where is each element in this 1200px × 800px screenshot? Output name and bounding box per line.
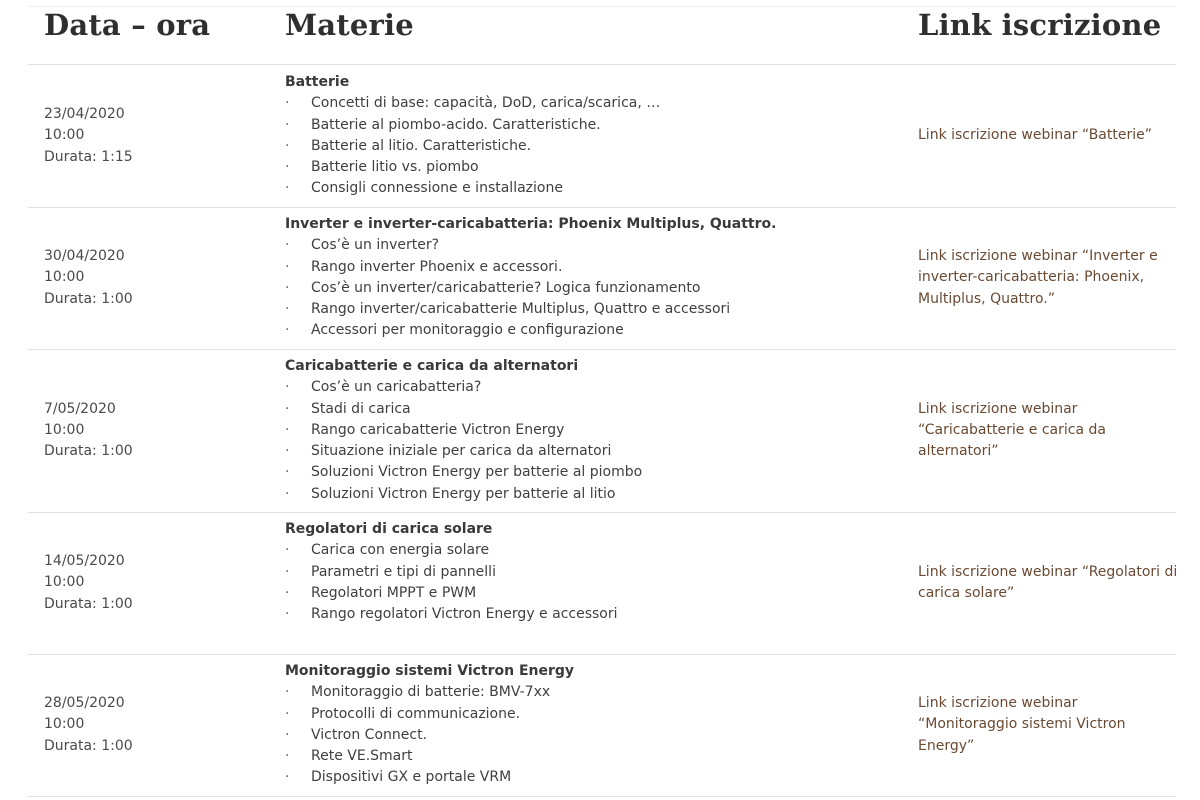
- bullet-icon: ·: [285, 379, 290, 396]
- time-text: 10:00: [44, 716, 85, 733]
- date-text: 30/04/2020: [44, 248, 125, 265]
- bullet-icon: ·: [285, 584, 290, 601]
- list-item-text: Batterie litio vs. piombo: [311, 159, 479, 176]
- list-item-text: Soluzioni Victron Energy per batterie al litio: [311, 485, 616, 502]
- header-subjects: Materie: [285, 8, 414, 42]
- bullet-icon: ·: [285, 464, 290, 481]
- list-item: [285, 257, 776, 278]
- bullet-icon: ·: [285, 159, 290, 176]
- list-item: [285, 399, 578, 420]
- list-item-text: Parametri e tipi di pannelli: [311, 563, 496, 580]
- subject-title: Caricabatterie e carica da alternatori: [285, 358, 579, 374]
- list-item-text: Rango inverter/caricabatterie Multiplus, Quattro e accessori: [311, 301, 731, 318]
- list-item: [285, 725, 574, 746]
- subject-title: Monitoraggio sistemi Victron Energy: [285, 663, 575, 679]
- date-cell: [44, 104, 133, 168]
- time-text: 10:00: [44, 574, 85, 591]
- subjects-cell: [285, 356, 643, 505]
- bullet-icon: ·: [285, 258, 290, 275]
- duration-text: Durata: 1:00: [44, 290, 133, 307]
- list-item: [285, 320, 776, 341]
- bullet-icon: ·: [285, 684, 290, 701]
- registration-link[interactable]: [918, 125, 1168, 146]
- bullet-icon: ·: [285, 180, 290, 197]
- list-item: [285, 562, 496, 583]
- table-row: [28, 65, 1176, 208]
- bullet-icon: ·: [285, 400, 290, 417]
- subject-title: Regolatori di carica solare: [285, 521, 493, 537]
- registration-link-line: “Monitoraggio sistemi Victron: [918, 716, 1126, 733]
- list-item: [285, 583, 492, 604]
- subjects-cell: [285, 214, 776, 342]
- registration-link-line: Link iscrizione webinar: [918, 695, 1078, 712]
- list-item: [285, 604, 618, 625]
- bullet-icon: ·: [285, 726, 290, 743]
- list-item: [285, 93, 661, 114]
- duration-text: Durata: 1:00: [44, 443, 133, 460]
- list-item-text: Stadi di carica: [311, 400, 411, 417]
- list-item-text: Concetti di base: capacità, DoD, carica/scarica, …: [311, 95, 661, 112]
- bullet-icon: ·: [285, 237, 290, 254]
- bullet-icon: ·: [285, 606, 290, 623]
- subjects-cell: [285, 661, 574, 789]
- list-item: [285, 441, 612, 462]
- list-item-text: Victron Connect.: [311, 726, 428, 743]
- list-item: [285, 462, 643, 483]
- registration-link-line: Link iscrizione webinar “Inverter e: [918, 248, 1158, 265]
- list-item-text: Batterie al piombo-acido. Caratteristiche.: [311, 116, 601, 133]
- bullet-icon: ·: [285, 443, 290, 460]
- duration-text: Durata: 1:00: [44, 595, 133, 612]
- bullet-icon: ·: [285, 748, 290, 765]
- list-item: [285, 377, 578, 398]
- table-row: [28, 207, 1176, 350]
- date-cell: [44, 693, 133, 757]
- bullet-icon: ·: [285, 485, 290, 502]
- bullet-icon: ·: [285, 563, 290, 580]
- list-item-text: Cos’è un inverter/caricabatterie? Logica funzionamento: [311, 279, 701, 296]
- registration-link-line: inverter-caricabatteria: Phoenix,: [918, 269, 1145, 286]
- list-item-text: Regolatori MPPT e PWM: [311, 584, 477, 601]
- bullet-icon: ·: [285, 301, 290, 318]
- list-item: [285, 178, 563, 199]
- list-item: [285, 299, 776, 320]
- link-cell: [918, 693, 1168, 757]
- registration-link[interactable]: [918, 246, 1168, 310]
- bullet-icon: ·: [285, 279, 290, 296]
- list-item: [285, 157, 479, 178]
- table-row: [28, 349, 1176, 513]
- link-cell: [918, 246, 1168, 310]
- list-item: [285, 484, 616, 505]
- header-link: Link iscrizione: [918, 8, 1162, 42]
- list-item-text: Rango caricabatterie Victron Energy: [311, 421, 565, 438]
- date-cell: [44, 551, 133, 615]
- bullet-icon: ·: [285, 769, 290, 786]
- bullet-icon: ·: [285, 705, 290, 722]
- link-cell: [918, 562, 1178, 605]
- registration-link-line: alternatori”: [918, 443, 999, 460]
- bullet-icon: ·: [285, 137, 290, 154]
- list-item: [285, 235, 776, 256]
- registration-link-line: Energy”: [918, 737, 975, 754]
- duration-text: Durata: 1:15: [44, 148, 133, 165]
- time-text: 10:00: [44, 269, 85, 286]
- date-text: 23/04/2020: [44, 106, 125, 123]
- list-item: [285, 682, 574, 703]
- list-item-text: Batterie al litio. Caratteristiche.: [311, 137, 532, 154]
- list-item-text: Monitoraggio di batterie: BMV-7xx: [311, 684, 551, 701]
- table-row: [28, 512, 1176, 655]
- registration-link[interactable]: [918, 693, 1168, 757]
- bullet-icon: ·: [285, 322, 290, 339]
- list-item-text: Dispositivi GX e portale VRM: [311, 769, 512, 786]
- header-date: Data – ora: [44, 8, 211, 42]
- link-cell: [918, 399, 1168, 463]
- bullet-icon: ·: [285, 421, 290, 438]
- date-text: 7/05/2020: [44, 400, 116, 417]
- registration-link-line: Multiplus, Quattro.”: [918, 290, 1055, 307]
- registration-link-line: Link iscrizione webinar “Batterie”: [918, 127, 1152, 144]
- list-item: [285, 746, 574, 767]
- bullet-icon: ·: [285, 542, 290, 559]
- list-item: [285, 704, 574, 725]
- registration-link[interactable]: [918, 399, 1168, 463]
- top-divider: [28, 6, 1176, 7]
- time-text: 10:00: [44, 127, 85, 144]
- list-item-text: Soluzioni Victron Energy per batterie al piombo: [311, 464, 643, 481]
- subjects-cell: [285, 519, 618, 625]
- time-text: 10:00: [44, 421, 85, 438]
- table-header: [28, 0, 1176, 65]
- subject-title: Inverter e inverter-caricabatteria: Phoenix Multiplus, Quattro.: [285, 216, 777, 232]
- date-cell: [44, 246, 133, 310]
- list-item: [285, 420, 578, 441]
- date-text: 14/05/2020: [44, 553, 125, 570]
- list-item-text: Carica con energia solare: [311, 542, 490, 559]
- bullet-icon: ·: [285, 116, 290, 133]
- registration-link-line: Link iscrizione webinar: [918, 400, 1078, 417]
- registration-link[interactable]: [918, 562, 1178, 605]
- date-cell: [44, 399, 133, 463]
- table-row: [28, 654, 1176, 797]
- list-item-text: Rango regolatori Victron Energy e accessori: [311, 606, 618, 623]
- link-cell: [918, 125, 1168, 146]
- list-item: [285, 540, 492, 561]
- list-item-text: Rete VE.Smart: [311, 748, 413, 765]
- registration-link-line: “Caricabatterie e carica da: [918, 421, 1106, 438]
- list-item-text: Accessori per monitoraggio e configurazione: [311, 322, 624, 339]
- list-item-text: Situazione iniziale per carica da alternatori: [311, 443, 612, 460]
- bullet-icon: ·: [285, 95, 290, 112]
- subjects-cell: [285, 72, 661, 200]
- list-item-text: Consigli connessione e installazione: [311, 180, 563, 197]
- list-item: [285, 767, 574, 788]
- list-item: [285, 278, 776, 299]
- duration-text: Durata: 1:00: [44, 737, 133, 754]
- date-text: 28/05/2020: [44, 695, 125, 712]
- list-item: [285, 115, 601, 136]
- subject-title: Batterie: [285, 74, 350, 90]
- list-item-text: Cos’è un caricabatteria?: [311, 379, 482, 396]
- registration-link-line: carica solare”: [918, 584, 1015, 601]
- list-item: [285, 136, 532, 157]
- list-item-text: Protocolli di communicazione.: [311, 705, 521, 722]
- registration-link-line: Link iscrizione webinar “Regolatori di: [918, 563, 1178, 580]
- list-item-text: Rango inverter Phoenix e accessori.: [311, 258, 563, 275]
- list-item-text: Cos’è un inverter?: [311, 237, 440, 254]
